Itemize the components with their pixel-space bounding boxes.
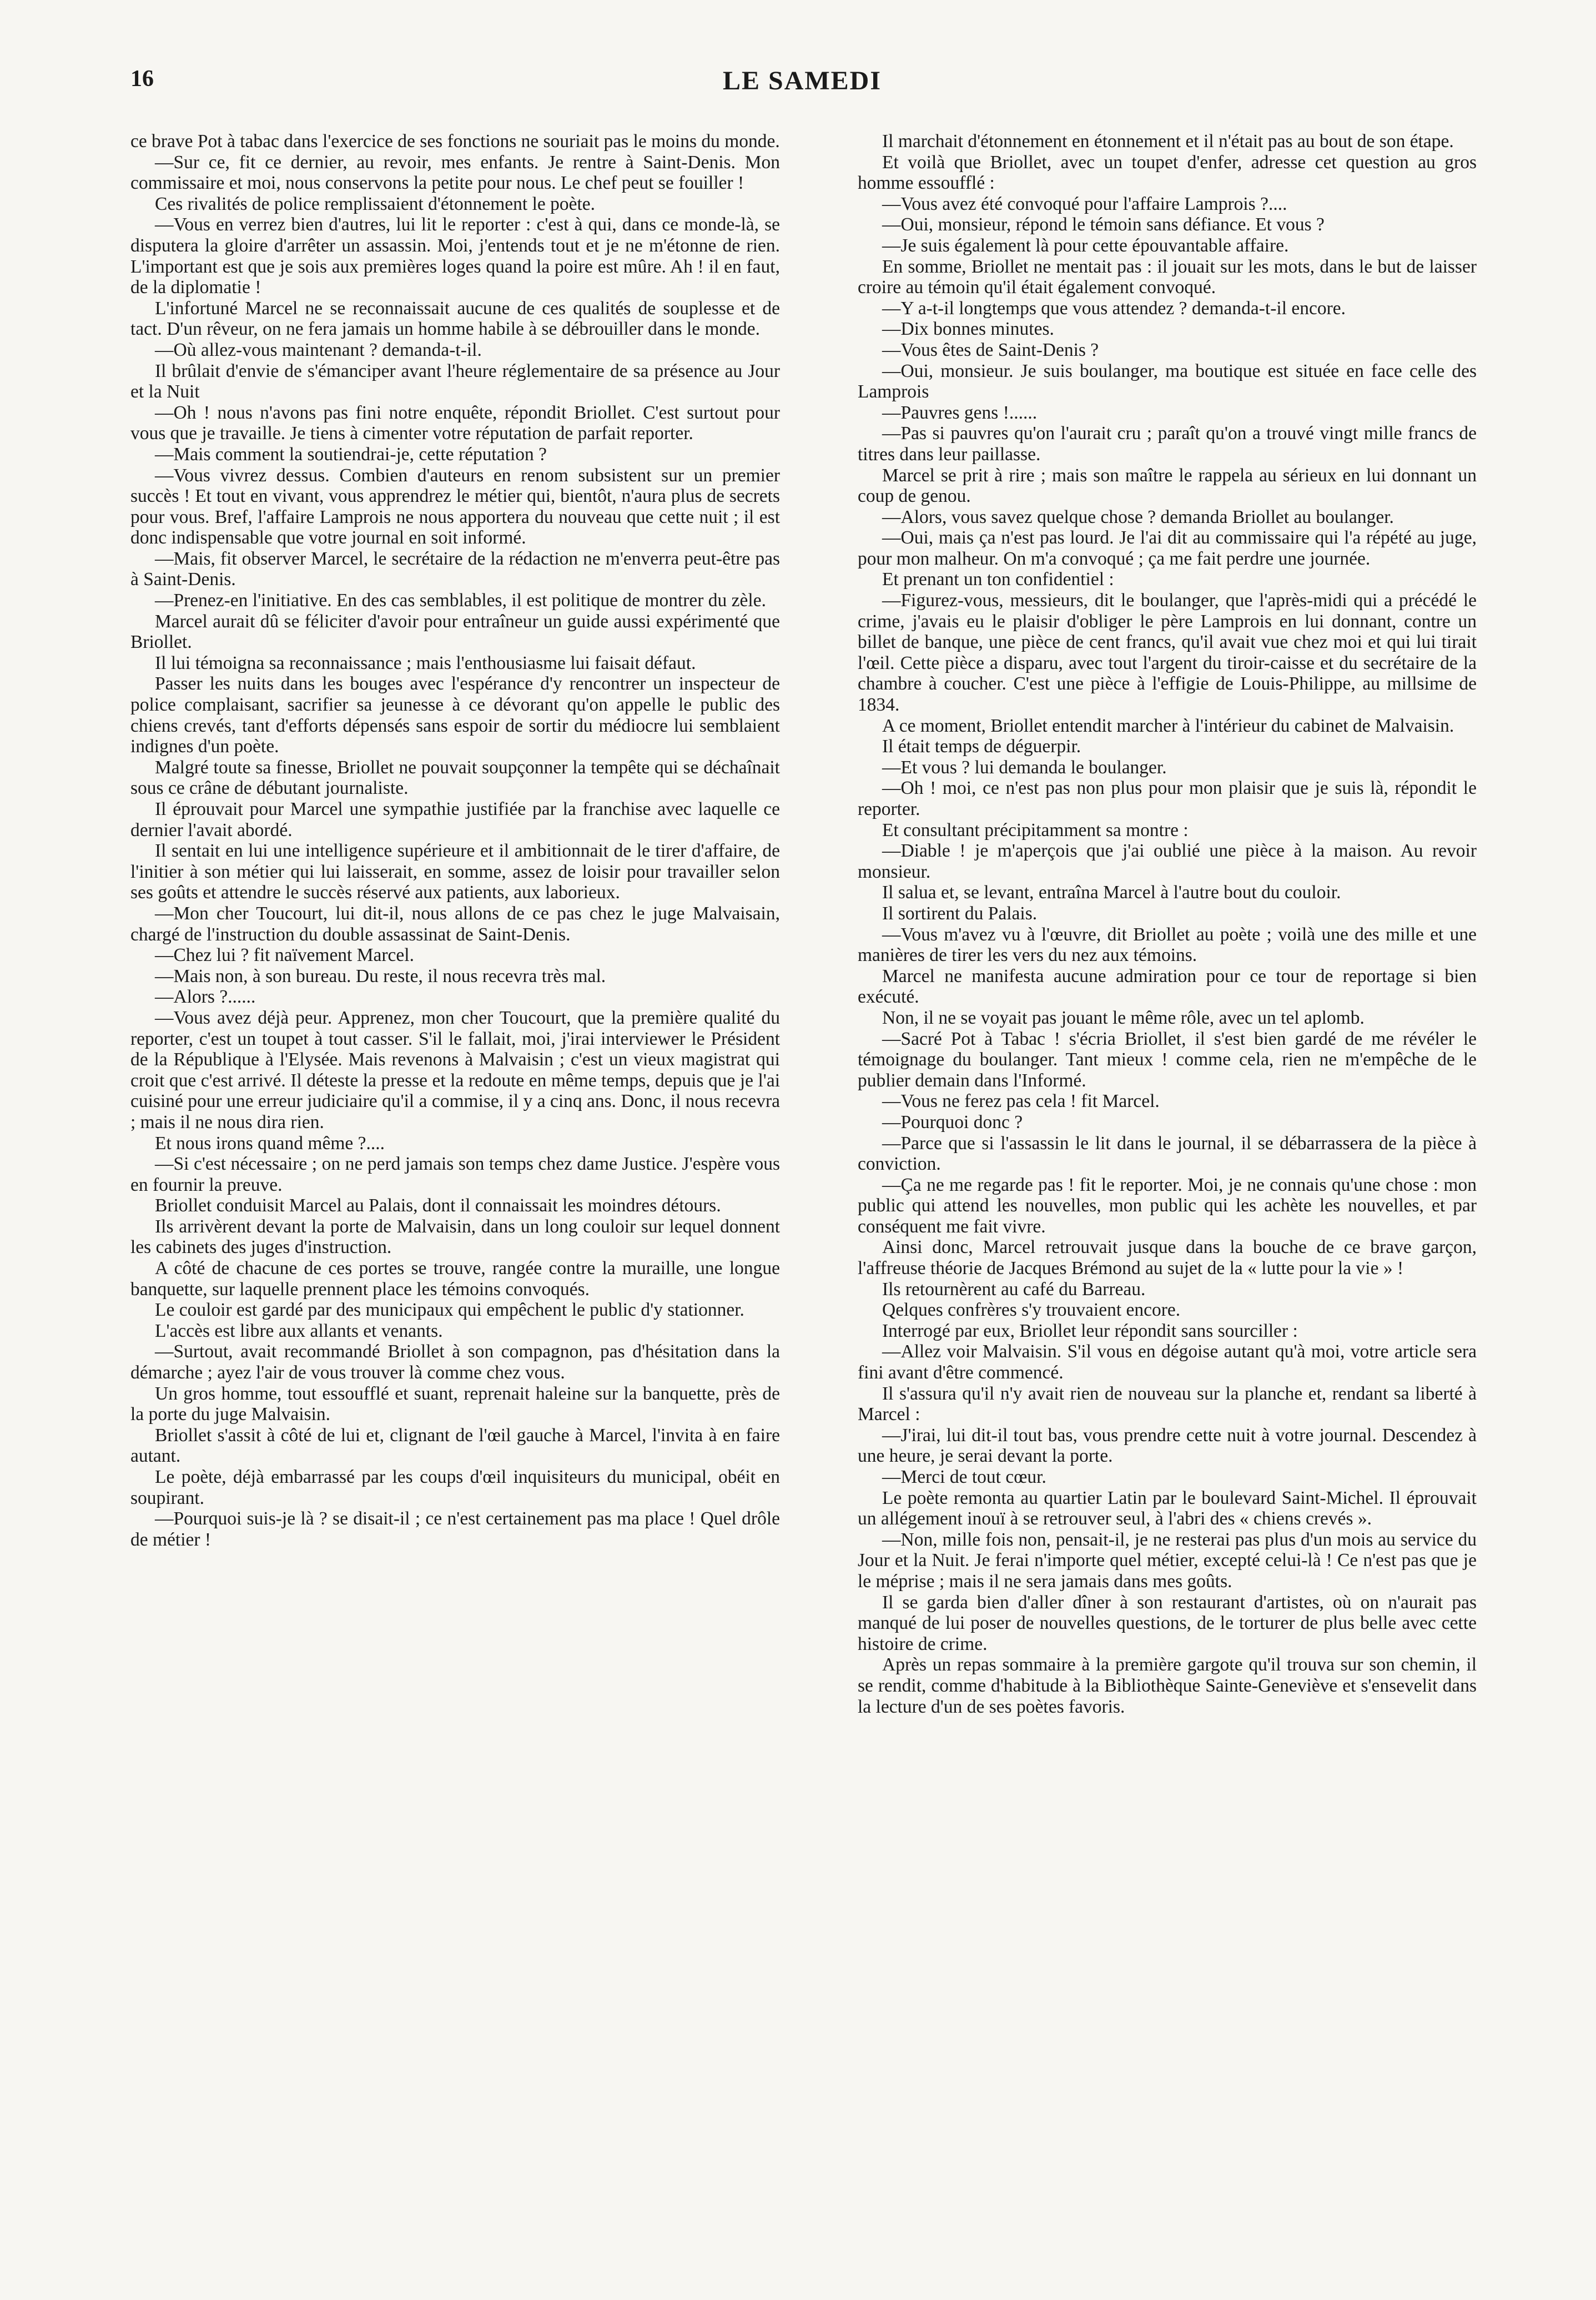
paragraph: Un gros homme, tout essoufflé et suant, reprenait haleine sur la banquette, près de la porte du juge Malvaisin. (130, 1383, 780, 1425)
paragraph: —Vous avez été convoqué pour l'affaire Lamprois ?.... (882, 193, 1287, 214)
paragraph: —Sur ce, fit ce dernier, au revoir, mes enfants. Je rentre à Saint-Denis. Mon commissaire et moi, nous conservons la petite pour nous. Le chef peut se fouiller ! (130, 152, 780, 194)
paragraph: —Figurez-vous, messieurs, dit le boulanger, que l'après-midi qui a précédé le crime, j'avais eu le plaisir d'obliger le père Lamprois en lui donnant, contre un billet de banque, une pièce de cent francs, qu'il avait vue chez moi et qui lui tirait l'œil. Cette pièce a disparu, avec tout l'argent du tiroir-caisse et du secrétaire de la chambre à coucher. C'est une pièce à l'effigie de Louis-Philippe, au millsime de 1834. (858, 590, 1477, 716)
left-column (130, 131, 780, 2285)
paragraph: —Merci de tout cœur. (882, 1467, 1046, 1487)
paragraph: —Sacré Pot à Tabac ! s'écria Briollet, il s'est bien gardé de me révéler le témoignage du boulanger. Tant mieux ! comme cela, rien ne m'empêche de le publier demain dans l'Informé. (858, 1028, 1477, 1091)
paragraph: —J'irai, lui dit-il tout bas, vous prendre cette nuit à votre journal. Descendez à une heure, je serai devant la porte. (858, 1425, 1477, 1467)
paragraph: —Oui, monsieur, répond le témoin sans défiance. Et vous ? (882, 214, 1325, 235)
paragraph: Ainsi donc, Marcel retrouvait jusque dans la bouche de ce brave garçon, l'affreuse théorie de Jacques Brémond au sujet de la « lutte pour la vie » ! (858, 1237, 1477, 1279)
paragraph: —Ça ne me regarde pas ! fit le reporter. Moi, je ne connais qu'une chose : mon public qui attend les nouvelles, mon public qui les achète les nouvelles, et par conséquent me fait vivre. (858, 1174, 1477, 1237)
page-header (130, 66, 1474, 115)
paragraph: Le poète remonta au quartier Latin par le boulevard Saint-Michel. Il éprouvait un allégement inouï à se retrouver seul, à l'abri des « chiens crevés ». (858, 1487, 1477, 1529)
paragraph: —Où allez-vous maintenant ? demanda-t-il. (155, 339, 482, 360)
paragraph: —Vous m'avez vu à l'œuvre, dit Briollet au poète ; voilà une des mille et une manières de tirer les vers du nez aux témoins. (858, 924, 1477, 966)
paragraph: —Allez voir Malvaisin. S'il vous en dégoise autant qu'à moi, votre article sera fini avant d'être commencé. (858, 1341, 1477, 1383)
paragraph: —Et vous ? lui demanda le boulanger. (882, 757, 1167, 778)
paragraph: Marcel ne manifesta aucune admiration pour ce tour de reportage si bien exécuté. (858, 965, 1477, 1008)
paragraph: ce brave Pot à tabac dans l'exercice de ses fonctions ne souriait pas le moins du monde. (130, 131, 780, 152)
paragraph: —Vous avez déjà peur. Apprenez, mon cher Toucourt, que la première qualité du reporter, c'est un toupet à tout casser. S'il le fallait, moi, j'irai interviewer le Président de la République à l'Elysée. Mais revenons à Malvaisin ; c'est un vieux magistrat qui croit que c'est arrivé. Il déteste la presse et la redoute en même temps, depuis que je l'ai cuisiné pour une erreur judiciaire qu'il a commise, il y a cinq ans. Donc, il nous recevra ; mais il ne nous dira rien. (130, 1007, 780, 1133)
paragraph: —Pauvres gens !...... (882, 402, 1038, 423)
paragraph: —Diable ! je m'aperçois que j'ai oublié une pièce à la maison. Au revoir monsieur. (858, 841, 1477, 882)
paragraph: Et prenant un ton confidentiel : (882, 569, 1114, 590)
paragraph: —Prenez-en l'initiative. En des cas semblables, il est politique de montrer du zèle. (155, 590, 766, 611)
paragraph: Il salua et, se levant, entraîna Marcel à l'autre bout du couloir. (882, 882, 1341, 903)
paragraph: L'infortuné Marcel ne se reconnaissait aucune de ces qualités de souplesse et de tact. D'un rêveur, on ne fera jamais un homme habile à se débrouiller dans le monde. (130, 298, 780, 340)
right-column (858, 131, 1477, 2285)
paragraph: Il sentait en lui une intelligence supérieure et il ambitionnait de le tirer d'affaire, de l'initier à son métier qui lui laisserait, en somme, assez de loisir pour travailler selon ses goûts et attendre le succès réservé aux patients, aux laborieux. (130, 841, 780, 903)
paragraph: L'accès est libre aux allants et venants. (155, 1320, 443, 1341)
paragraph: —Chez lui ? fit naïvement Marcel. (155, 945, 414, 966)
paragraph: A ce moment, Briollet entendit marcher à l'intérieur du cabinet de Malvaisin. (882, 715, 1454, 736)
paragraph: —Oui, monsieur. Je suis boulanger, ma boutique est située en face celle des Lamprois (858, 360, 1477, 402)
paragraph: A côté de chacune de ces portes se trouve, rangée contre la muraille, une longue banquette, sur laquelle prennent place les témoins convoqués. (130, 1258, 780, 1300)
paragraph: —Je suis également là pour cette épouvantable affaire. (882, 235, 1289, 256)
paragraph: —Pourquoi donc ? (882, 1111, 1023, 1133)
paragraph: —Alors ?...... (155, 987, 256, 1008)
paragraph: Il s'assura qu'il n'y avait rien de nouveau sur la planche et, rendant sa liberté à Marcel : (858, 1383, 1477, 1425)
paragraph: Et nous irons quand même ?.... (155, 1133, 385, 1154)
paragraph: —Mon cher Toucourt, lui dit-il, nous allons de ce pas chez le juge Malvaisain, chargé de l'instruction du double assassinat de Saint-Denis. (130, 903, 780, 945)
paragraph: —Vous vivrez dessus. Combien d'auteurs en renom subsistent sur un premier succès ! Et tout en vivant, vous apprendrez le métier qui, bientôt, n'aura plus de secrets pour vous. Bref, l'affaire Lamprois ne nous apportera du nouveau que cette nuit ; il est donc indispensable que votre journal en soit informé. (130, 465, 780, 548)
paragraph: Il lui témoigna sa reconnaissance ; mais l'enthousiasme lui faisait défaut. (155, 652, 696, 673)
paragraph: —Vous ne ferez pas cela ! fit Marcel. (882, 1091, 1160, 1112)
journal-title: LE SAMEDI (722, 66, 882, 95)
paragraph: Marcel se prit à rire ; mais son maître le rappela au sérieux en lui donnant un coup de genou. (858, 465, 1477, 507)
paragraph: —Mais, fit observer Marcel, le secrétaire de la rédaction ne m'enverra peut-être pas à Saint-Denis. (130, 548, 780, 590)
paragraph: Il sortirent du Palais. (882, 903, 1038, 924)
paragraph: En somme, Briollet ne mentait pas : il jouait sur les mots, dans le but de laisser croire au témoin qu'il était également convoqué. (858, 256, 1477, 298)
paragraph: —Y a-t-il longtemps que vous attendez ? demanda-t-il encore. (882, 298, 1346, 319)
paragraph: Il se garda bien d'aller dîner à son restaurant d'artistes, où on n'aurait pas manqué de lui poser de nouvelles questions, de le torturer de plus belle avec cette histoire de crime. (858, 1592, 1477, 1654)
paragraph: Le poète, déjà embarrassé par les coups d'œil inquisiteurs du municipal, obéit en soupirant. (130, 1467, 780, 1508)
paragraph: Après un repas sommaire à la première gargote qu'il trouva sur son chemin, il se rendit, comme d'habitude à la Bibliothèque Sainte-Geneviève et s'ensevelit dans la lecture d'un de ses poètes favoris. (858, 1654, 1477, 1717)
paragraph: Passer les nuits dans les bouges avec l'espérance d'y rencontrer un inspecteur de police complaisant, sacrifier sa jeunesse à ce dévorant qu'on appelle le public des chiens crevés, tant d'efforts dépensés sans espoir de sortir du médiocre lui semblaient indignes d'un poète. (130, 673, 780, 757)
paragraph: Ces rivalités de police remplissaient d'étonnement le poète. (155, 193, 596, 214)
paragraph: —Vous en verrez bien d'autres, lui lit le reporter : c'est à qui, dans ce monde-là, se disputera la gloire d'arrêter un assassin. Moi, j'entends tout et je ne m'étonne de rien. L'important est que je sois aux premières loges quand la poire est mûre. Ah ! il en faut, de la diplomatie ! (130, 214, 780, 298)
page-number: 16 (130, 66, 154, 92)
paragraph: Le couloir est gardé par des municipaux qui empêchent le public d'y stationner. (155, 1300, 744, 1321)
paragraph: Et voilà que Briollet, avec un toupet d'enfer, adresse cet question au gros homme essoufflé : (858, 152, 1477, 194)
paragraph: Malgré toute sa finesse, Briollet ne pouvait soupçonner la tempête qui se déchaînait sous ce crâne de débutant journaliste. (130, 757, 780, 799)
paragraph: —Surtout, avait recommandé Briollet à son compagnon, pas d'hésitation dans la démarche ; ayez l'air de vous trouver là comme chez vous. (130, 1341, 780, 1383)
paragraph: —Mais comment la soutiendrai-je, cette réputation ? (155, 444, 547, 465)
paragraph: —Alors, vous savez quelque chose ? demanda Briollet au boulanger. (882, 506, 1394, 527)
paragraph: Il brûlait d'envie de s'émanciper avant l'heure réglementaire de sa présence au Jour et la Nuit (130, 360, 780, 402)
paragraph: Il éprouvait pour Marcel une sympathie justifiée par la franchise avec laquelle ce dernier l'avait abordé. (130, 799, 780, 841)
paragraph: Briollet conduisit Marcel au Palais, dont il connaissait les moindres détours. (155, 1195, 721, 1216)
paragraph: Briollet s'assit à côté de lui et, clignant de l'œil gauche à Marcel, l'invita à en faire autant. (130, 1425, 780, 1467)
paragraph: —Si c'est nécessaire ; on ne perd jamais son temps chez dame Justice. J'espère vous en fournir la preuve. (130, 1154, 780, 1195)
paragraph: Non, il ne se voyait pas jouant le même rôle, avec un tel aplomb. (882, 1007, 1365, 1028)
paragraph: Et consultant précipitamment sa montre : (882, 819, 1189, 841)
paragraph: Qelques confrères s'y trouvaient encore. (882, 1300, 1181, 1321)
paragraph: Ils retournèrent au café du Barreau. (882, 1279, 1146, 1300)
paragraph: —Parce que si l'assassin le lit dans le journal, il se débarrassera de la pièce à conviction. (858, 1133, 1477, 1175)
paragraph: Marcel aurait dû se féliciter d'avoir pour entraîneur un guide aussi expérimenté que Briollet. (130, 611, 780, 653)
paragraph: —Non, mille fois non, pensait-il, je ne resterai pas plus d'un mois au service du Jour et la Nuit. Je ferai n'importe quel métier, excepté celui-là ! Ce n'est pas que je le méprise ; mais il ne sera jamais dans mes goûts. (858, 1529, 1477, 1592)
paragraph: Il était temps de déguerpir. (882, 736, 1081, 757)
paragraph: —Oh ! moi, ce n'est pas non plus pour mon plaisir que je suis là, répondit le reporter. (858, 778, 1477, 819)
paragraph: —Oui, mais ça n'est pas lourd. Je l'ai dit au commissaire qui l'a répété au juge, pour mon malheur. On m'a convoqué ; ça me fait perdre une journée. (858, 527, 1477, 569)
paragraph: Ils arrivèrent devant la porte de Malvaisin, dans un long couloir sur lequel donnent les cabinets des juges d'instruction. (130, 1216, 780, 1258)
paragraph: Il marchait d'étonnement en étonnement et il n'était pas au bout de son étape. (882, 131, 1454, 152)
paragraph: Interrogé par eux, Briollet leur répondit sans sourciller : (882, 1320, 1298, 1341)
paragraph: —Oh ! nous n'avons pas fini notre enquête, répondit Briollet. C'est surtout pour vous que je travaille. Je tiens à cimenter votre réputation de parfait reporter. (130, 402, 780, 444)
paragraph: —Mais non, à son bureau. Du reste, il nous recevra très mal. (155, 965, 606, 987)
paragraph: —Pas si pauvres qu'on l'aurait cru ; paraît qu'on a trouvé vingt mille francs de titres dans leur paillasse. (858, 423, 1477, 465)
paragraph: —Dix bonnes minutes. (882, 319, 1054, 340)
paragraph: —Pourquoi suis-je là ? se disait-il ; ce n'est certainement pas ma place ! Quel drôle de métier ! (130, 1508, 780, 1550)
paragraph: —Vous êtes de Saint-Denis ? (882, 339, 1099, 360)
